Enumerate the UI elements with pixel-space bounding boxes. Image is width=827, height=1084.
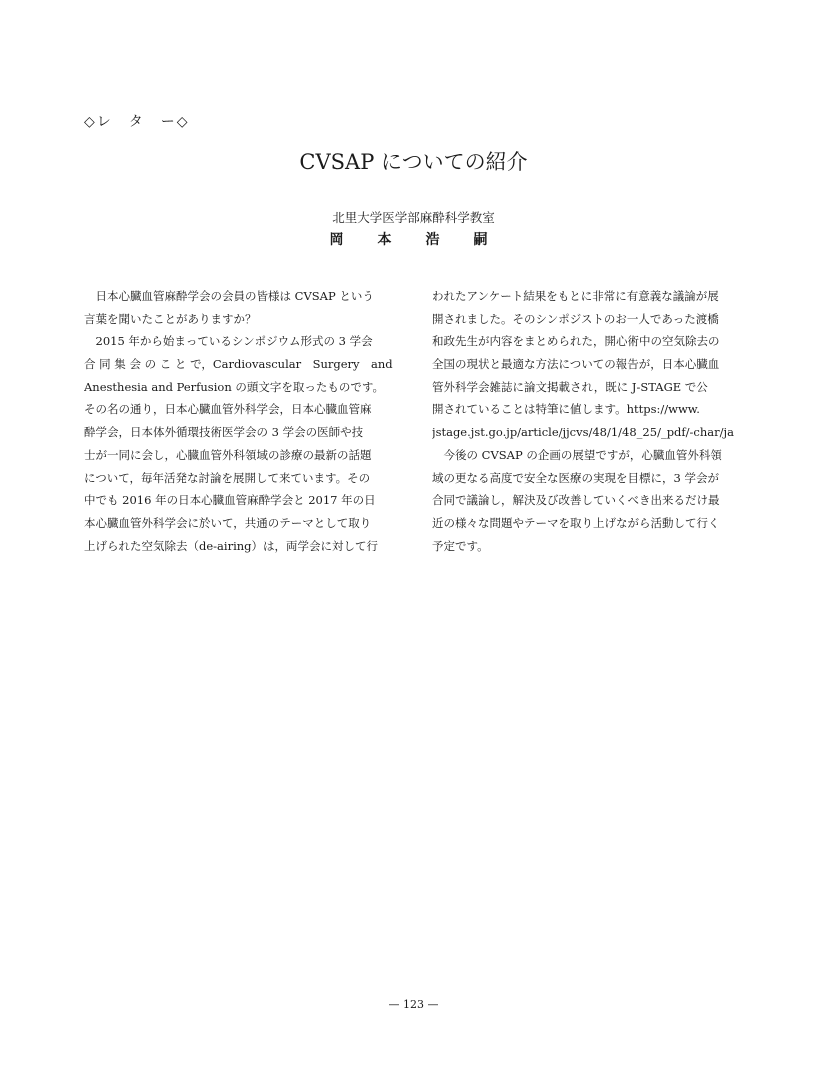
text-line: 酔学会，日本体外循環技術医学会の 3 学会の医師や技 bbox=[84, 425, 364, 440]
text-line: その名の通り，日本心臓血管外科学会，日本心臓血管麻 bbox=[84, 402, 372, 417]
text-line: 合同で議論し，解決及び改善していくべき出来るだけ最 bbox=[432, 493, 720, 508]
text-line: について，毎年活発な討論を展開して来ています。その bbox=[84, 470, 371, 485]
text-line: 上げられた空気除去（de-airing）は，両学会に対して行 bbox=[84, 538, 379, 553]
text-line: Anesthesia and Perfusion の頭文字を取ったものです。 bbox=[84, 379, 384, 394]
page-number: — 123 — bbox=[388, 998, 439, 1011]
text-line: 近の様々な問題やテーマを取り上げながら活動して行く bbox=[432, 515, 720, 530]
text-line: 開されていることは特筆に値します。https://www. bbox=[432, 402, 700, 417]
text-line: 予定です。 bbox=[432, 538, 489, 553]
body-right-column bbox=[432, 285, 742, 557]
section-label: ◇レ タ ー◇ bbox=[84, 114, 190, 130]
text-line: 2015 年から始まっているシンポジウム形式の 3 学会 bbox=[84, 334, 373, 349]
url-text-line[interactable]: jstage.jst.go.jp/article/jjcvs/48/1/48_25/_pdf/-char/ja bbox=[432, 425, 734, 440]
text-line: 日本心臓血管麻酔学会の会員の皆様は CVSAP という bbox=[84, 289, 374, 303]
text-line: 和政先生が内容をまとめられた，開心術中の空気除去の bbox=[432, 334, 720, 349]
author-affiliation: 北里大学医学部麻酔科学教室 bbox=[332, 210, 495, 225]
author-name: 岡 本 浩 嗣 bbox=[329, 232, 498, 248]
text-line: 今後の CVSAP の企画の展望ですが，心臓血管外科領 bbox=[432, 447, 722, 462]
body-left-column bbox=[84, 285, 394, 557]
text-line: 中でも 2016 年の日本心臓血管麻酔学会と 2017 年の日 bbox=[84, 493, 376, 508]
article-title: CVSAP についての紹介 bbox=[299, 150, 528, 174]
text-line: 言葉を聞いたことがありますか？ bbox=[84, 311, 257, 326]
text-line: 本心臓血管外科学会に於いて，共通のテーマとして取り bbox=[84, 515, 372, 530]
text-line: 全国の現状と最適な方法についての報告が，日本心臓血 bbox=[432, 357, 720, 372]
text-line: 域の更なる高度で安全な医療の実現を目標に，3 学会が bbox=[432, 470, 719, 485]
text-line: われたアンケート結果をもとに非常に有意義な議論が展 bbox=[432, 289, 719, 303]
text-line: 管外科学会雑誌に論文掲載され，既に J-STAGE で公 bbox=[432, 379, 708, 394]
text-line: 士が一同に会し，心臓血管外科領域の診療の最新の話題 bbox=[84, 447, 372, 462]
text-line: 合 同 集 会 の こ と で，Cardiovascular Surgery and bbox=[84, 357, 393, 372]
text-line: 開されました。そのシンポジストのお一人であった渡橋 bbox=[432, 311, 719, 326]
